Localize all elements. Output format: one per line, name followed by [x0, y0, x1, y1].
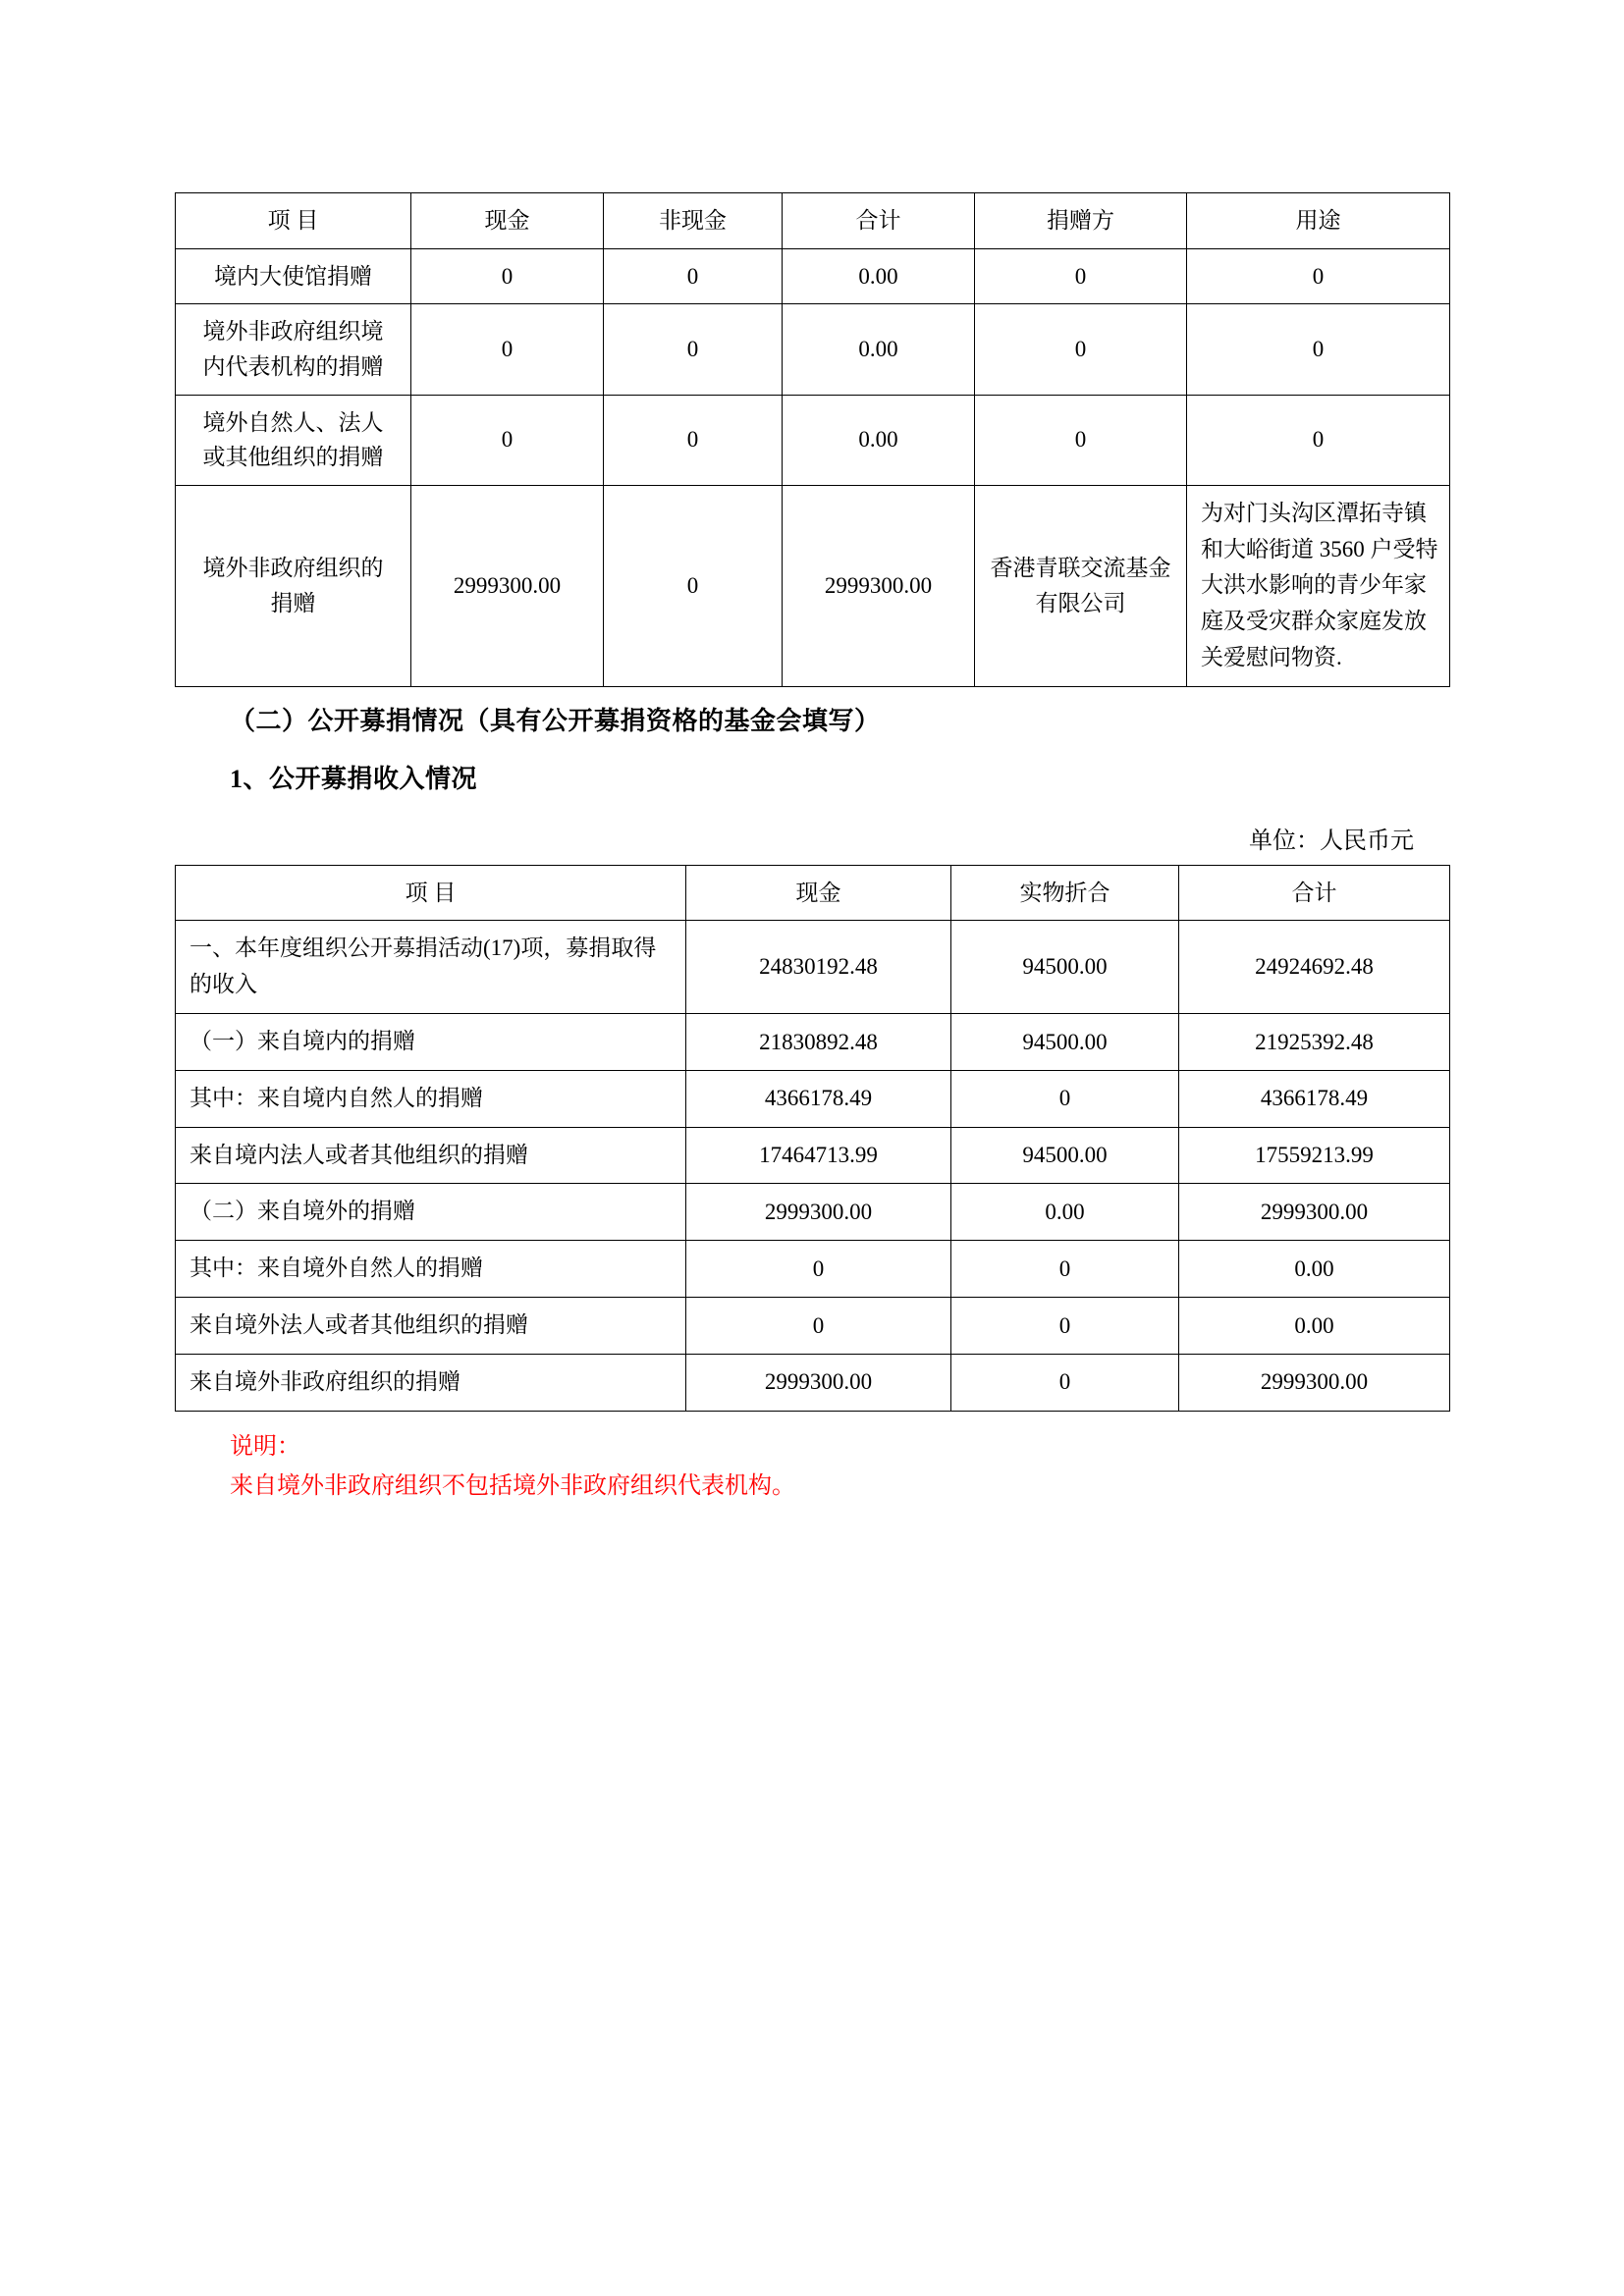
cell-cash: 2999300.00 — [411, 485, 604, 686]
section-heading-public-fundraising: （二）公开募捐情况（具有公开募捐资格的基金会填写） — [230, 706, 881, 735]
table-row — [176, 304, 1450, 395]
cell-cash: 0 — [686, 1241, 951, 1298]
cell-item: 其中：来自境外自然人的捐赠 — [176, 1241, 686, 1298]
cell-cash: 4366178.49 — [686, 1070, 951, 1127]
table-row — [176, 395, 1450, 485]
table-row — [176, 1184, 1450, 1241]
cell-inkind: 94500.00 — [951, 1127, 1179, 1184]
cell-item: 其中：来自境内自然人的捐赠 — [176, 1070, 686, 1127]
column-header-total: 合计 — [1179, 865, 1450, 921]
cell-total: 0.00 — [1179, 1298, 1450, 1355]
note-text: 来自境外非政府组织不包括境外非政府组织代表机构。 — [230, 1473, 795, 1500]
cell-item: 境内大使馆捐赠 — [176, 248, 411, 304]
column-header-cash: 现金 — [686, 865, 951, 921]
cell-donor: 0 — [975, 395, 1187, 485]
table-row — [176, 248, 1450, 304]
cell-noncash: 0 — [604, 485, 783, 686]
cell-inkind: 94500.00 — [951, 1014, 1179, 1071]
cell-donor: 香港青联交流基金有限公司 — [975, 485, 1187, 686]
cell-purpose: 0 — [1187, 248, 1450, 304]
cell-cash: 0 — [411, 248, 604, 304]
cell-item: （二）来自境外的捐赠 — [176, 1184, 686, 1241]
cell-item: （一）来自境内的捐赠 — [176, 1014, 686, 1071]
column-header-purpose: 用途 — [1187, 193, 1450, 249]
cell-total: 0.00 — [783, 248, 975, 304]
cell-total: 4366178.49 — [1179, 1070, 1450, 1127]
cell-total: 2999300.00 — [1179, 1184, 1450, 1241]
cell-inkind: 0 — [951, 1354, 1179, 1411]
column-header-noncash: 非现金 — [604, 193, 783, 249]
cell-total: 0.00 — [783, 395, 975, 485]
cell-purpose: 0 — [1187, 304, 1450, 395]
table-row — [176, 1127, 1450, 1184]
cell-item: 境外自然人、法人或其他组织的捐赠 — [176, 395, 411, 485]
cell-total: 17559213.99 — [1179, 1127, 1450, 1184]
unit-label: 单位：人民币元 — [1249, 828, 1414, 854]
cell-total: 0.00 — [1179, 1241, 1450, 1298]
cell-total: 2999300.00 — [1179, 1354, 1450, 1411]
cell-inkind: 0 — [951, 1241, 1179, 1298]
cell-inkind: 94500.00 — [951, 921, 1179, 1014]
cell-item: 境外非政府组织境内代表机构的捐赠 — [176, 304, 411, 395]
cell-cash: 0 — [411, 304, 604, 395]
cell-purpose: 0 — [1187, 395, 1450, 485]
column-header-total: 合计 — [783, 193, 975, 249]
cell-donor: 0 — [975, 304, 1187, 395]
table-row — [176, 1070, 1450, 1127]
document-content — [175, 192, 1449, 1507]
fundraising-income-table — [175, 865, 1450, 1412]
cell-item: 境外非政府组织的捐赠 — [176, 485, 411, 686]
table-header-row — [176, 193, 1450, 249]
cell-cash: 24830192.48 — [686, 921, 951, 1014]
table-row — [176, 1354, 1450, 1411]
cell-inkind: 0.00 — [951, 1184, 1179, 1241]
cell-cash: 17464713.99 — [686, 1127, 951, 1184]
cell-inkind: 0 — [951, 1070, 1179, 1127]
cell-cash: 0 — [411, 395, 604, 485]
overseas-donation-table — [175, 192, 1450, 687]
table-header-row — [176, 865, 1450, 921]
table-row — [176, 921, 1450, 1014]
table-row — [176, 485, 1450, 686]
cell-total: 24924692.48 — [1179, 921, 1450, 1014]
column-header-inkind: 实物折合 — [951, 865, 1179, 921]
cell-inkind: 0 — [951, 1298, 1179, 1355]
column-header-item: 项 目 — [176, 865, 686, 921]
section-heading-fundraising-income: 1、公开募捐收入情况 — [230, 764, 478, 793]
cell-item: 一、本年度组织公开募捐活动(17)项，募捐取得的收入 — [176, 921, 686, 1014]
table-row — [176, 1014, 1450, 1071]
cell-total: 2999300.00 — [783, 485, 975, 686]
cell-purpose: 为对门头沟区潭拓寺镇和大峪街道 3560 户受特大洪水影响的青少年家庭及受灾群众家庭发放关爱慰问物资. — [1187, 485, 1450, 686]
cell-item: 来自境内法人或者其他组织的捐赠 — [176, 1127, 686, 1184]
cell-item: 来自境外法人或者其他组织的捐赠 — [176, 1298, 686, 1355]
cell-donor: 0 — [975, 248, 1187, 304]
cell-cash: 2999300.00 — [686, 1184, 951, 1241]
cell-noncash: 0 — [604, 304, 783, 395]
cell-total: 21925392.48 — [1179, 1014, 1450, 1071]
table-row — [176, 1241, 1450, 1298]
cell-cash: 0 — [686, 1298, 951, 1355]
cell-noncash: 0 — [604, 248, 783, 304]
column-header-cash: 现金 — [411, 193, 604, 249]
cell-total: 0.00 — [783, 304, 975, 395]
cell-cash: 2999300.00 — [686, 1354, 951, 1411]
note-title: 说明： — [230, 1433, 300, 1460]
column-header-donor: 捐赠方 — [975, 193, 1187, 249]
column-header-item: 项 目 — [176, 193, 411, 249]
cell-noncash: 0 — [604, 395, 783, 485]
cell-item: 来自境外非政府组织的捐赠 — [176, 1354, 686, 1411]
cell-cash: 21830892.48 — [686, 1014, 951, 1071]
table-row — [176, 1298, 1450, 1355]
